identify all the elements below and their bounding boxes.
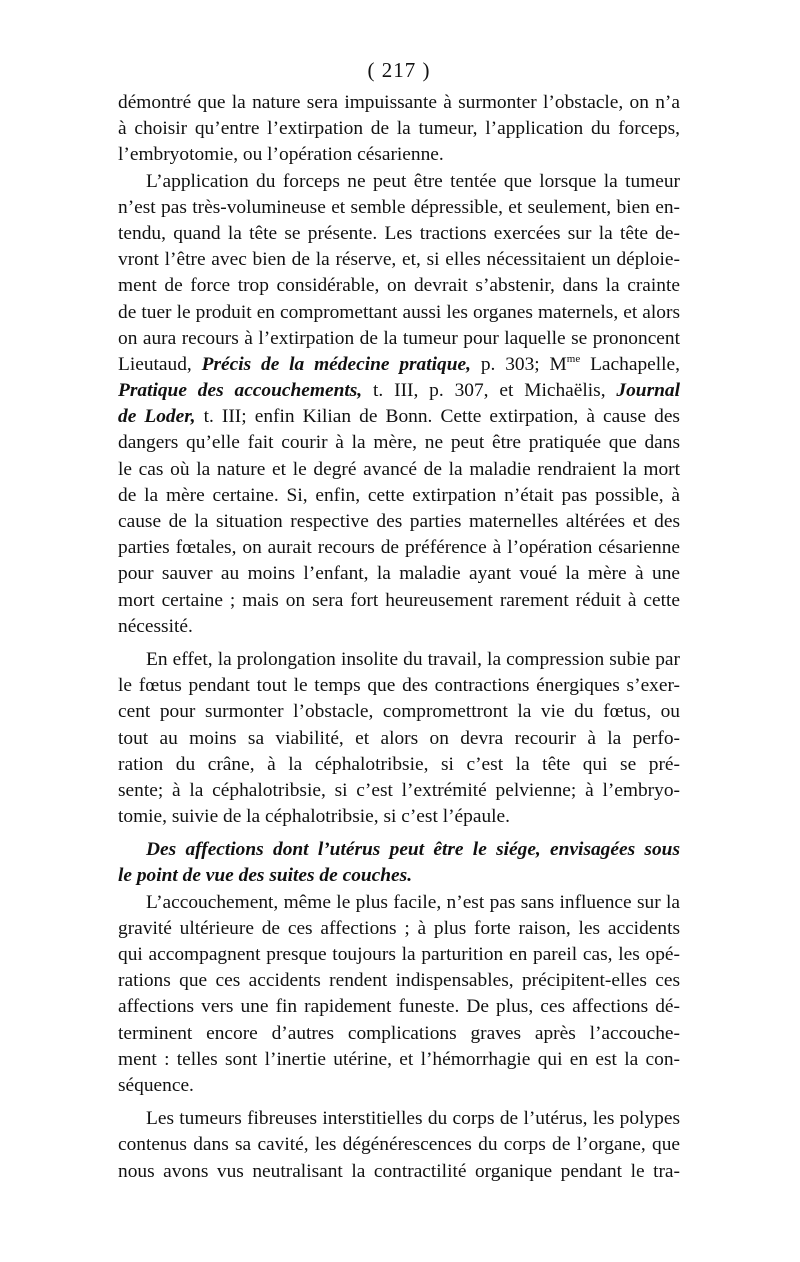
text-segment: Lachapelle, bbox=[580, 353, 680, 375]
paragraph-gap bbox=[118, 640, 680, 647]
book-title: de Loder, bbox=[118, 406, 196, 428]
text-line: ment : telles sont l’inertie utérine, et l’hémorrhagie qui en est la con- bbox=[118, 1048, 680, 1070]
text-line: L’accouchement, même le plus facile, n’est pas sans influence sur la bbox=[146, 891, 680, 913]
text-line: cent pour surmonter l’obstacle, compromettront la vie du fœtus, ou bbox=[118, 701, 680, 723]
text-line: tendu, quand la tête se présente. Les tractions exercées sur la tête de- bbox=[118, 222, 680, 244]
text-segment: p. 303; M bbox=[470, 353, 567, 375]
book-title: Pratique des accouchements, bbox=[118, 380, 363, 402]
superscript: me bbox=[566, 352, 581, 365]
text-line: parties fœtales, on aurait recours de préférence à l’opération césarienne bbox=[118, 537, 680, 559]
text-segment: Lieutaud, bbox=[118, 353, 202, 375]
text-line: En effet, la prolongation insolite du travail, la compression subie par bbox=[146, 648, 680, 670]
paragraph-4 bbox=[118, 890, 680, 1100]
paragraph-2 bbox=[118, 169, 680, 640]
text-line: Les tumeurs fibreuses interstitielles du corps de l’utérus, les polypes bbox=[146, 1108, 680, 1130]
text-line: pour sauver au moins l’enfant, la maladie ayant voué la mère à une bbox=[118, 563, 680, 585]
page bbox=[118, 56, 680, 1185]
text-line: mort certaine ; mais on sera fort heureusement rarement réduit à cette bbox=[118, 589, 680, 611]
text-line: de tuer le produit en compromettant aussi les organes maternels, et alors bbox=[118, 301, 680, 323]
text-line: ration du crâne, à la céphalotribsie, si c’est la tête qui se pré- bbox=[118, 753, 680, 775]
text-line: l’embryotomie, ou l’opération césarienne. bbox=[118, 144, 444, 166]
text-line: ment de force trop considérable, on devrait s’abstenir, dans la crainte bbox=[118, 275, 680, 297]
text-line: affections vers une fin rapidement funeste. De plus, ces affections dé- bbox=[118, 996, 680, 1018]
text-line: de la mère certaine. Si, enfin, cette extirpation n’était pas possible, à bbox=[118, 484, 680, 506]
book-title: Journal bbox=[616, 380, 680, 402]
text-line: cause de la situation respective des parties maternelles altérées et des bbox=[118, 511, 680, 532]
text-line: nous avons vus neutralisant la contractilité organique pendant le tra- bbox=[118, 1160, 680, 1182]
text-line: nécessité. bbox=[118, 615, 193, 637]
heading-line: le point de vue des suites de couches. bbox=[118, 865, 413, 887]
heading-line: Des affections dont l’utérus peut être le siége, envisagées sous bbox=[146, 839, 680, 861]
text-line: le cas où la nature et le degré avancé de la maladie rendraient la mort bbox=[118, 458, 680, 480]
text-segment: t. III; enfin Kilian de Bonn. Cette extirpation, à cause des bbox=[195, 406, 680, 428]
paragraph-1 bbox=[118, 90, 680, 169]
text-line: à choisir qu’entre l’extirpation de la tumeur, l’application du forceps, bbox=[118, 118, 680, 140]
text-line: qui accompagnent presque toujours la parturition en pareil cas, les opé- bbox=[118, 944, 680, 965]
text-line: L’application du forceps ne peut être tentée que lorsque la tumeur bbox=[146, 170, 680, 192]
page-number: ( 217 ) bbox=[367, 58, 431, 82]
book-title: Précis de la médecine pratique, bbox=[201, 353, 471, 375]
text-line-mixed bbox=[118, 378, 680, 404]
text-segment: t. III, p. 307, et Michaëlis, bbox=[362, 380, 617, 402]
text-line: séquence. bbox=[118, 1074, 194, 1096]
text-line: dangers qu’elle fait courir à la mère, ne peut être pratiquée que dans bbox=[118, 432, 680, 454]
text-line: rations que ces accidents rendent indispensables, précipitent-elles ces bbox=[118, 970, 680, 992]
text-line: démontré que la nature sera impuissante à surmonter l’obstacle, on n’a bbox=[118, 92, 680, 113]
section-heading bbox=[118, 837, 680, 889]
text-line: on aura recours à l’extirpation de la tumeur pour laquelle se prononcent bbox=[118, 327, 680, 349]
text-line: vront l’être avec bien de la réserve, et, si elles nécessitaient un déploie- bbox=[118, 249, 680, 271]
text-line: contenus dans sa cavité, les dégénérescences du corps de l’organe, que bbox=[118, 1134, 680, 1156]
text-line: tomie, suivie de la céphalotribsie, si c’est l’épaule. bbox=[118, 806, 510, 828]
text-line: tout au moins sa viabilité, et alors on devra recourir à la perfo- bbox=[118, 727, 680, 749]
text-line: le fœtus pendant tout le temps que des contractions énergiques s’exer- bbox=[118, 675, 680, 697]
paragraph-5 bbox=[118, 1106, 680, 1185]
text-line-mixed bbox=[118, 404, 680, 430]
paragraph-3 bbox=[118, 647, 680, 830]
text-line: gravité ultérieure de ces affections ; à plus forte raison, les accidents bbox=[118, 917, 680, 939]
text-line-mixed bbox=[118, 352, 680, 378]
text-line: n’est pas très-volumineuse et semble dépressible, et seulement, bien en- bbox=[118, 196, 680, 218]
paragraph-gap bbox=[118, 830, 680, 837]
text-line: sente; à la céphalotribsie, si c’est l’extrémité pelvienne; à l’embryo- bbox=[118, 779, 680, 801]
paragraph-gap bbox=[118, 1099, 680, 1106]
text-line: terminent encore d’autres complications graves après l’accouche- bbox=[118, 1022, 680, 1044]
